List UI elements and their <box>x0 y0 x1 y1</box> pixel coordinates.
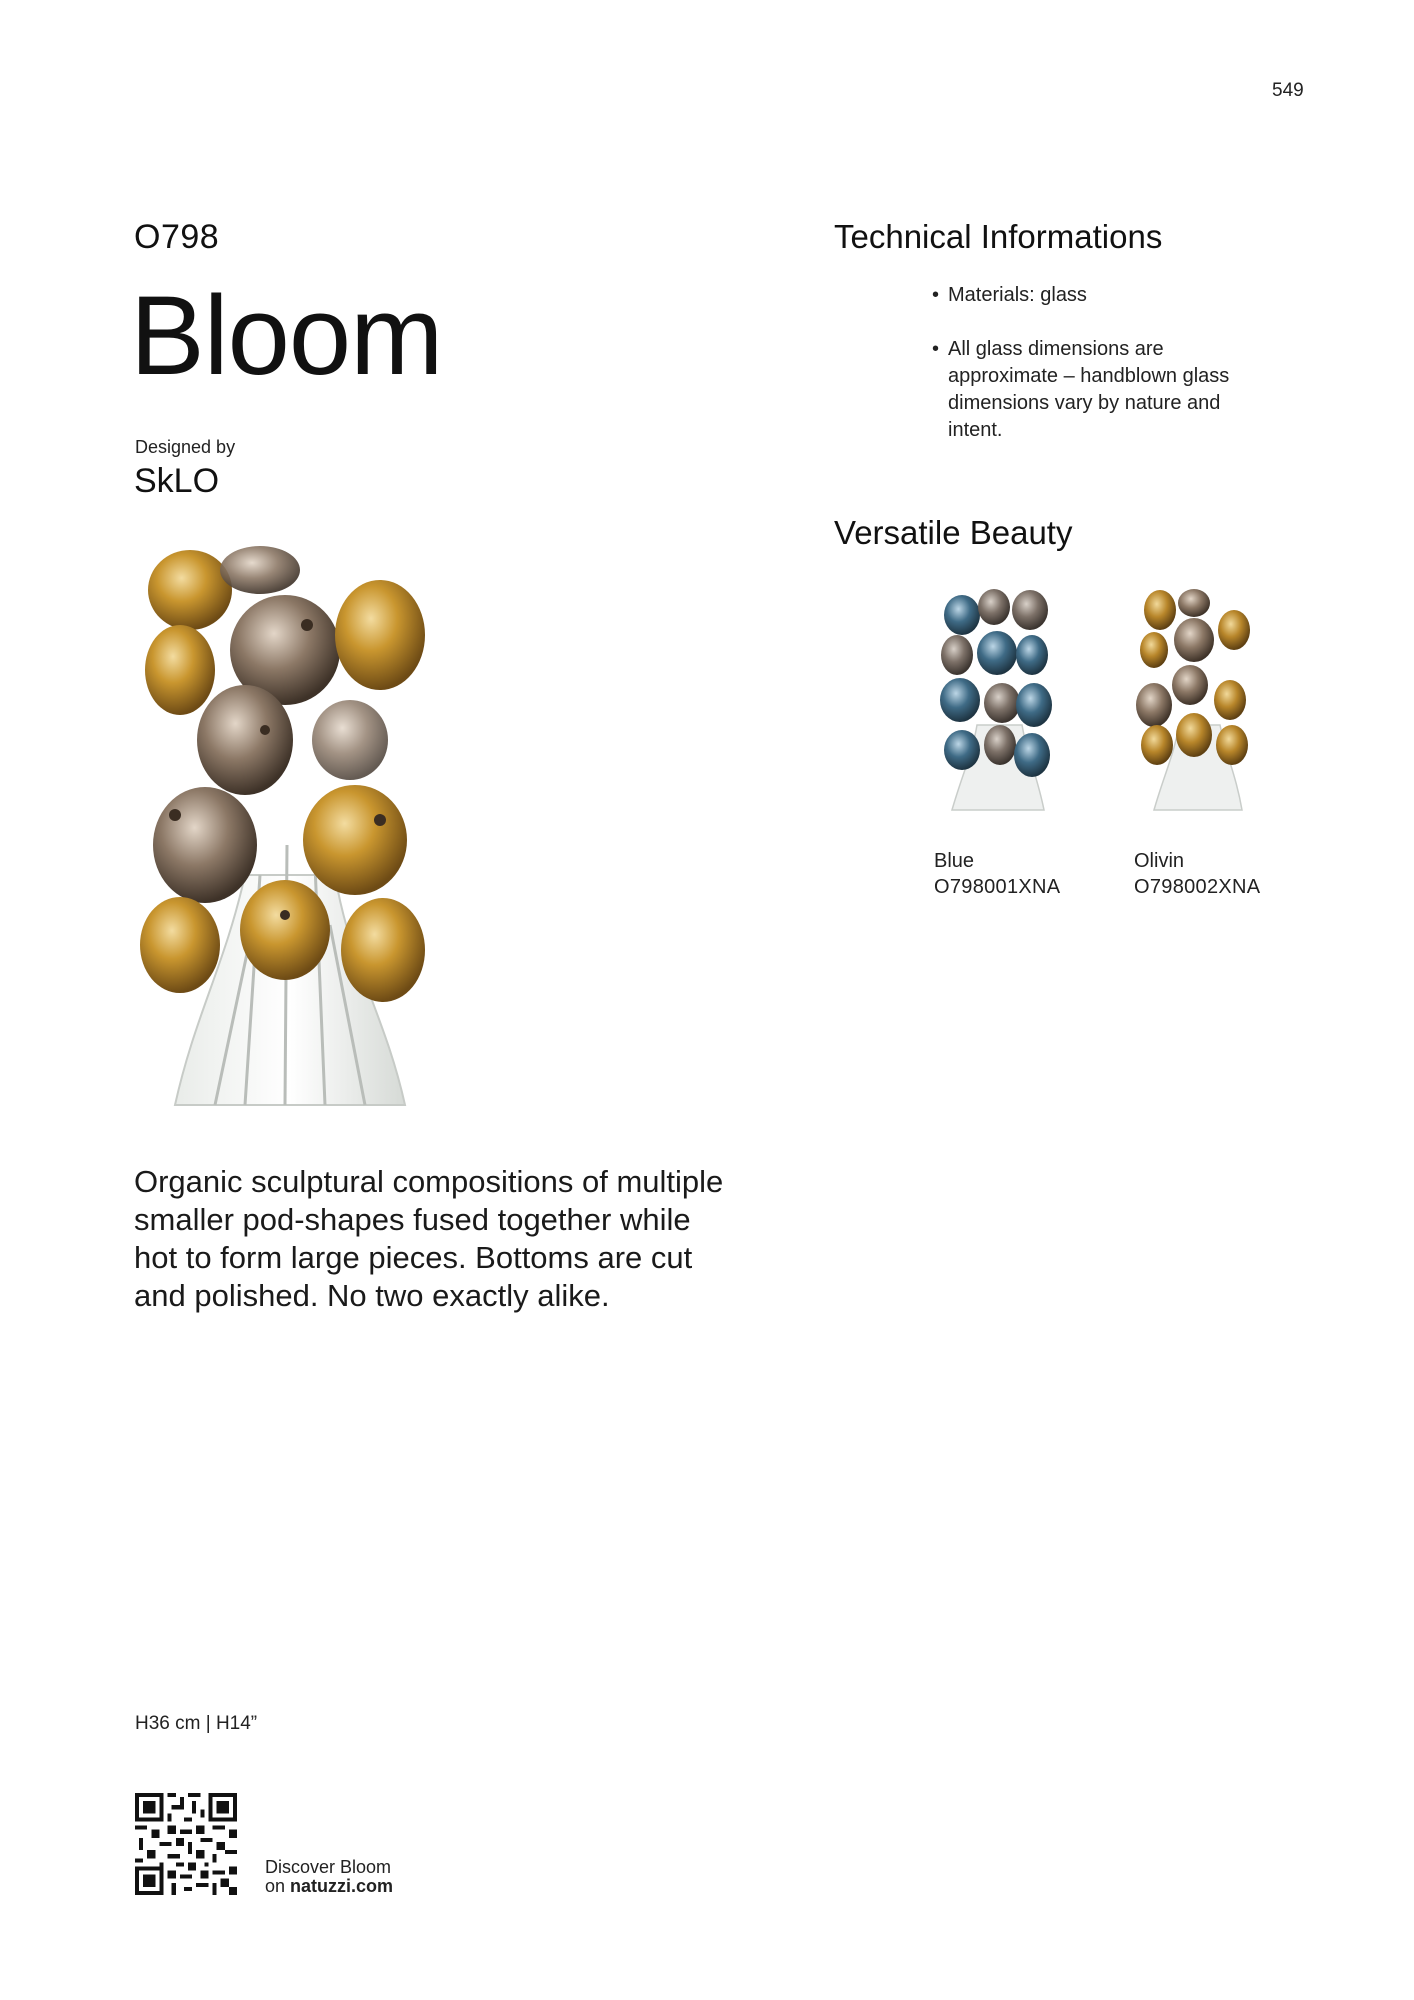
designer-name: SkLO <box>134 462 220 500</box>
discover-text: Discover Bloom <box>265 1857 392 1877</box>
technical-info-list <box>932 282 1262 471</box>
variant-name-olivin: Olivin <box>1134 850 1185 872</box>
designed-by-label: Designed by <box>135 437 236 457</box>
product-description: Organic sculptural compositions of multiple smaller pod-shapes fused together while hot to form large pieces. Bottoms are cut and polished. No two exactly alike. <box>134 1164 724 1313</box>
qr-code-icon[interactable] <box>135 1793 237 1895</box>
site-link[interactable]: natuzzi.com <box>290 1876 394 1896</box>
technical-info-title: Technical Informations <box>834 218 1163 255</box>
variant-image-blue <box>932 585 1062 820</box>
product-dimensions: H36 cm | H14” <box>135 1713 258 1734</box>
variant-code-blue: O798001XNA <box>934 876 1061 898</box>
tech-item-dimensions-note: • All glass dimensions are approximate – handblown glass dimensions vary by nature and intent. <box>932 336 1262 444</box>
product-image-bloom <box>135 545 445 1115</box>
product-title: Bloom <box>130 273 443 398</box>
discover-site <box>265 1876 393 1897</box>
variant-image-olivin <box>1132 585 1262 820</box>
discover-on-label: on <box>265 1876 286 1896</box>
page-number: 549 <box>1272 80 1304 101</box>
tech-item-materials: • Materials: glass <box>932 282 1262 309</box>
product-code: O798 <box>134 218 220 256</box>
versatile-beauty-title: Versatile Beauty <box>834 514 1073 551</box>
variant-name-blue: Blue <box>934 850 975 872</box>
variant-code-olivin: O798002XNA <box>1134 876 1261 898</box>
